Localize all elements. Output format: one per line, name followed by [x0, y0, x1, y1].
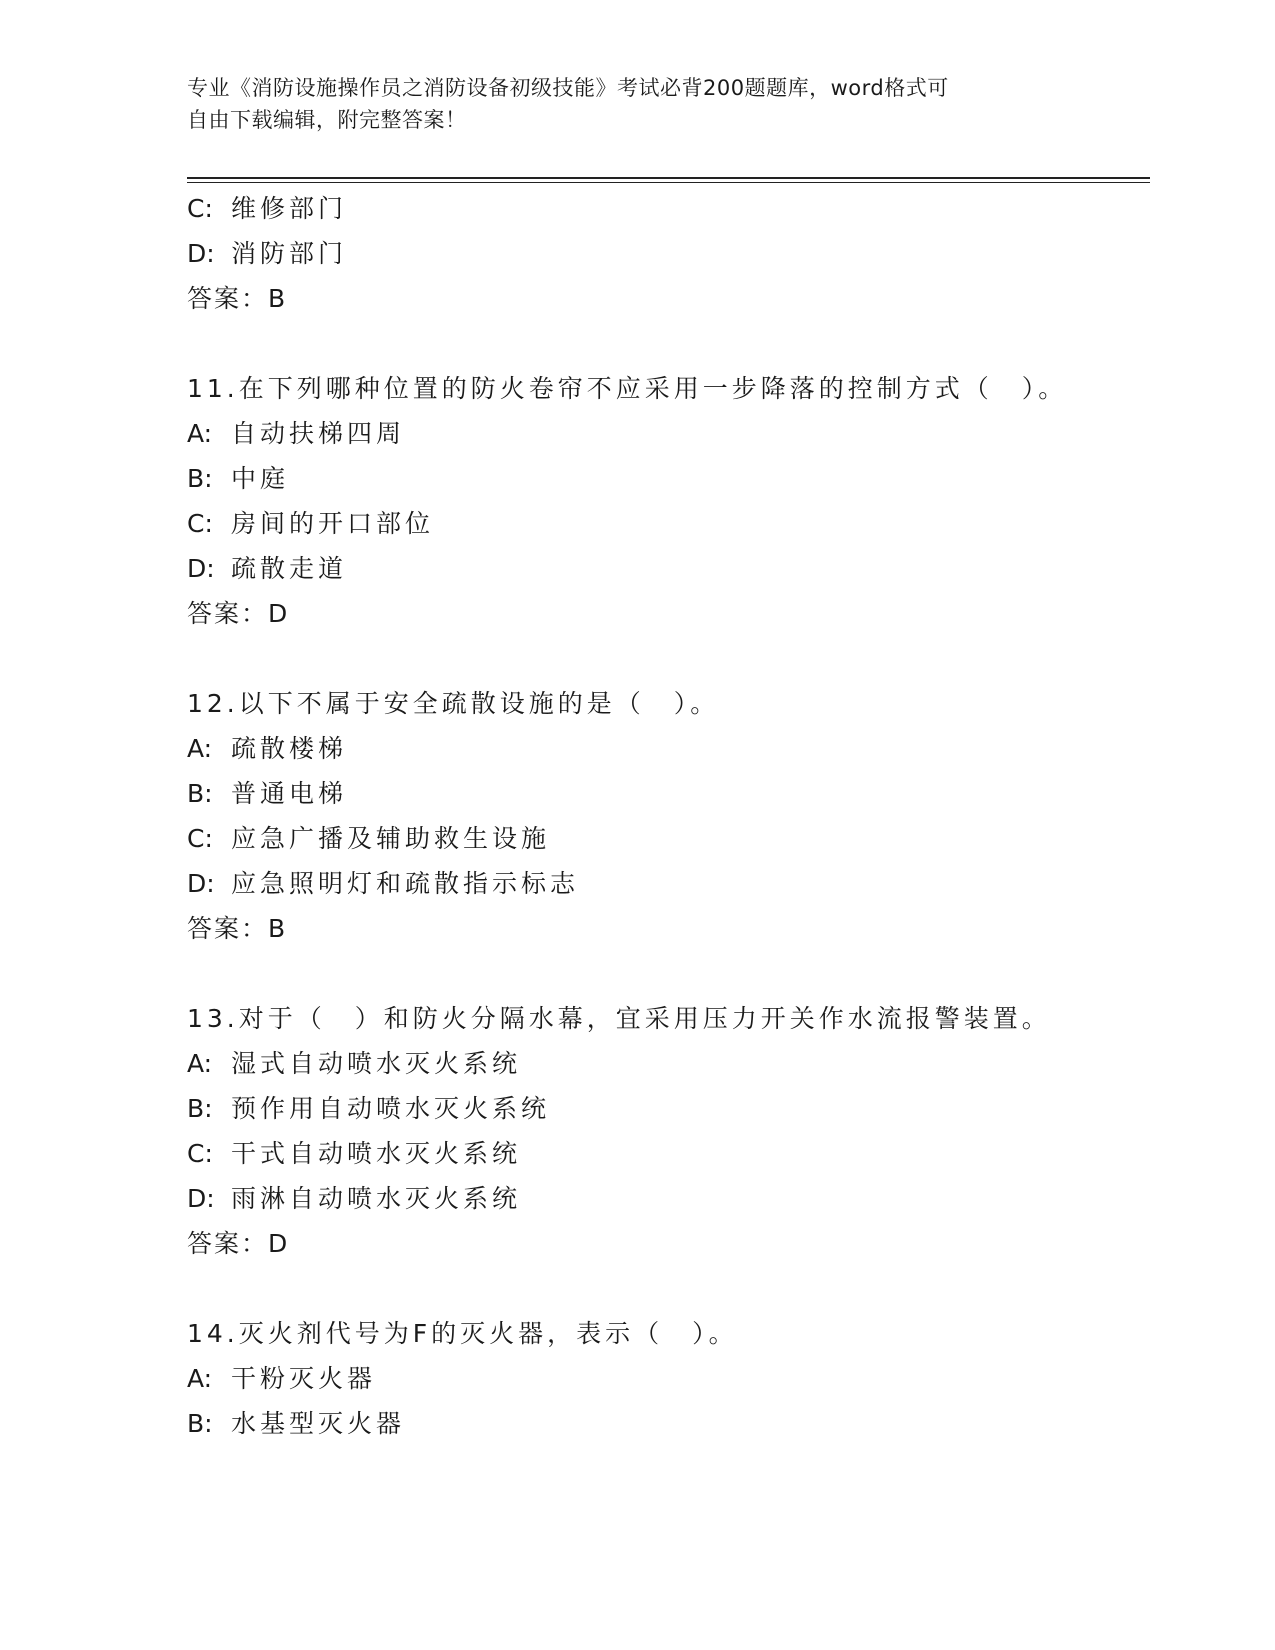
option-key: C: — [187, 1139, 213, 1168]
option-c — [187, 509, 434, 539]
option-d — [187, 1184, 521, 1214]
option-text: 湿式自动喷水灭火系统 — [231, 1049, 522, 1078]
option-text: 应急广播及辅助救生设施 — [231, 824, 551, 853]
option-b — [187, 464, 289, 494]
header-line-1: 专业《消防设施操作员之消防设备初级技能》考试必背200题题库，word格式可 — [187, 76, 949, 100]
answer-line: 答案：D — [187, 1229, 290, 1258]
option-text: 维修部门 — [231, 194, 348, 223]
header-divider-thick — [187, 177, 1150, 179]
option-d — [187, 554, 347, 584]
answer-line: 答案：B — [187, 284, 288, 313]
option-b — [187, 779, 347, 809]
answer-line: 答案：B — [187, 914, 288, 943]
option-key: D: — [187, 239, 215, 268]
option-text: 疏散楼梯 — [231, 734, 348, 763]
option-a — [187, 419, 405, 449]
header-divider-thin — [187, 182, 1150, 183]
option-key: D: — [187, 1184, 215, 1213]
option-key: A: — [187, 734, 213, 763]
option-key: B: — [187, 464, 213, 493]
option-key: B: — [187, 1094, 213, 1123]
document-header — [187, 72, 1067, 136]
option-key: D: — [187, 554, 215, 583]
question-stem-13: 13.对于（ ）和防火分隔水幕，宜采用压力开关作水流报警装置。 — [187, 1004, 1051, 1033]
option-text: 疏散走道 — [231, 554, 348, 583]
answer-line: 答案：D — [187, 599, 290, 628]
option-b — [187, 1094, 550, 1124]
question-stem-11: 11.在下列哪种位置的防火卷帘不应采用一步降落的控制方式（ ）。 — [187, 374, 1068, 403]
option-a — [187, 1049, 521, 1079]
option-text: 干式自动喷水灭火系统 — [231, 1139, 522, 1168]
option-key: B: — [187, 779, 213, 808]
option-text: 预作用自动喷水灭火系统 — [231, 1094, 551, 1123]
option-text: 水基型灭火器 — [231, 1409, 406, 1438]
option-text: 自动扶梯四周 — [231, 419, 406, 448]
option-text: 应急照明灯和疏散指示标志 — [231, 869, 580, 898]
option-key: A: — [187, 419, 213, 448]
option-text: 房间的开口部位 — [231, 509, 435, 538]
option-a — [187, 734, 347, 764]
option-text: 消防部门 — [231, 239, 348, 268]
option-key: D: — [187, 869, 215, 898]
option-key: C: — [187, 509, 213, 538]
option-b — [187, 1409, 405, 1439]
option-key: A: — [187, 1364, 213, 1393]
question-stem-12: 12.以下不属于安全疏散设施的是（ ）。 — [187, 689, 720, 718]
option-key: A: — [187, 1049, 213, 1078]
option-key: C: — [187, 194, 213, 223]
option-text: 雨淋自动喷水灭火系统 — [231, 1184, 522, 1213]
option-d — [187, 869, 579, 899]
option-text: 干粉灭火器 — [231, 1364, 377, 1393]
option-c — [187, 824, 550, 854]
option-c — [187, 194, 347, 224]
question-stem-14: 14.灭火剂代号为F的灭火器，表示（ ）。 — [187, 1319, 738, 1348]
option-key: C: — [187, 824, 213, 853]
option-d — [187, 239, 347, 269]
header-line-2: 自由下载编辑，附完整答案！ — [187, 108, 467, 132]
option-text: 普通电梯 — [231, 779, 348, 808]
option-c — [187, 1139, 521, 1169]
option-a — [187, 1364, 376, 1394]
option-key: B: — [187, 1409, 213, 1438]
option-text: 中庭 — [231, 464, 290, 493]
